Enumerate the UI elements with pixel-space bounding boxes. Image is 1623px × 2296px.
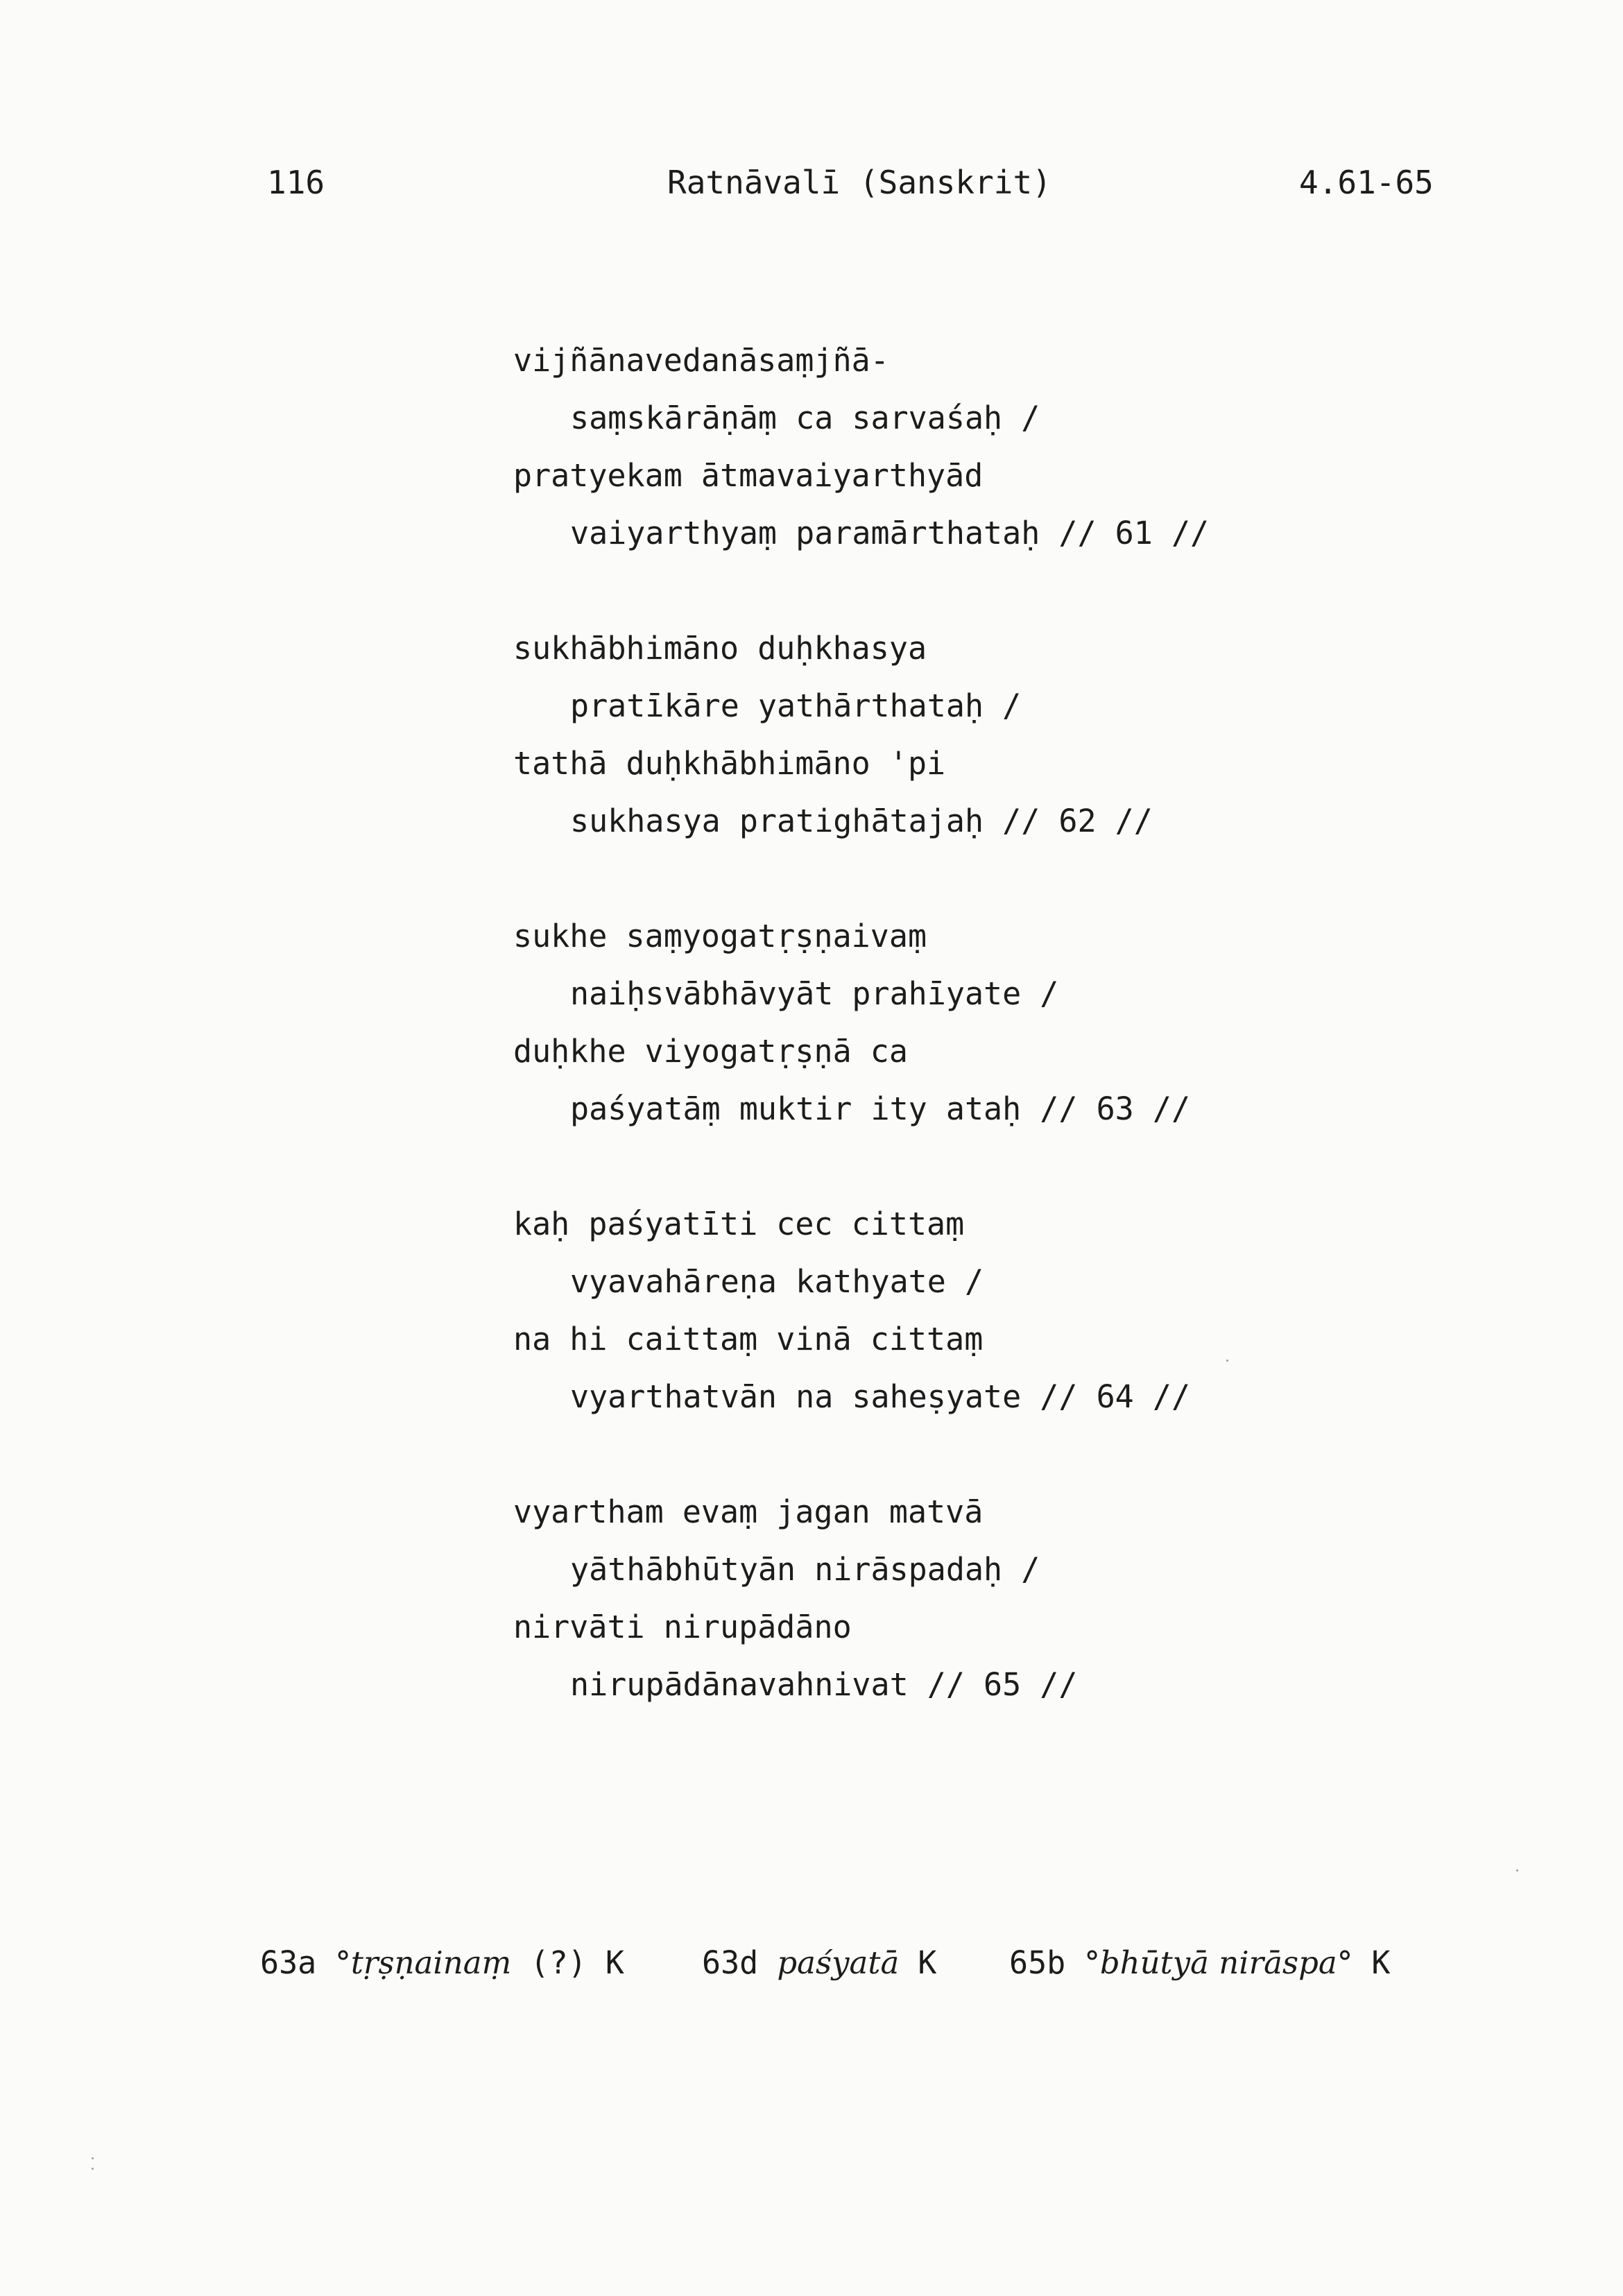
scan-speck [92,2168,94,2170]
verse-line: kaḥ paśyatīti cec cittaṃ [513,1206,965,1242]
verse-line: vyavahāreṇa kathyate / [570,1263,984,1300]
footnote-lemma: °tṛṣṇainaṃ [335,1944,512,1981]
verse-line: tathā duḥkhābhimāno 'pi [513,745,946,782]
scan-speck [1516,1869,1518,1871]
footnote [260,1935,624,1991]
verse-line: yāthābhūtyān nirāspadaḥ / [570,1551,1040,1588]
verse-64 [513,1195,1484,1425]
verse-line: sukhasya pratighātajaḥ // 62 // [570,803,1153,839]
verse-line: vyartham evaṃ jagan matvā [513,1493,984,1530]
footnote-lemma: °bhūtyā nirāspa° [1084,1944,1353,1981]
verse-line: paśyatāṃ muktir ity ataḥ // 63 // [570,1090,1191,1127]
verse-line: naiḥsvābhāvyāt prahīyate / [570,975,1059,1012]
verse-line: pratyekam ātmavaiyarthyād [513,457,984,494]
verse-line: saṃskārāṇāṃ ca sarvaśaḥ / [570,400,1040,436]
footnote [1009,1935,1390,1991]
verse-line: pratīkāre yathārthataḥ / [570,687,1022,724]
footnote-note: (?) K [511,1944,625,1981]
verse-line: sukhābhimāno duḥkhasya [513,630,927,667]
footnote-ref: 63a [260,1944,317,1981]
running-title: Ratnāvalī (Sanskrit) [667,164,1051,201]
verse-line: nirupādānavahnivat // 65 // [570,1666,1078,1703]
footnote-ref: 63d [702,1944,759,1981]
footnote-ref: 65b [1009,1944,1066,1981]
verse-line: vaiyarthyaṃ paramārthataḥ // 61 // [570,515,1210,551]
footnote-lemma: paśyatā [777,1944,900,1981]
verse-line: na hi caittaṃ vinā cittaṃ [513,1321,984,1357]
verse-65 [513,1483,1484,1713]
verse-line: duḥkhe viyogatṛṣṇā ca [513,1033,908,1070]
verse-line: vyarthatvān na saheṣyate // 64 // [570,1378,1191,1415]
verse-line: sukhe saṃyogatṛṣṇaivaṃ [513,918,927,954]
scan-speck [92,2157,94,2159]
page-number: 116 [267,164,325,201]
page-header [0,158,1623,207]
verse-62 [513,619,1484,850]
footnote [702,1935,936,1991]
footnote-note: K [1352,1944,1391,1981]
verse-line: vijñānavedanāsaṃjñā- [513,342,889,379]
footnote-note: K [899,1944,937,1981]
scan-speck [1226,1360,1228,1362]
footnotes [260,1935,1439,1991]
verse-block [513,332,1484,1771]
verse-line: nirvāti nirupādāno [513,1609,852,1645]
verse-63 [513,907,1484,1138]
verse-range: 4.61-65 [1299,164,1434,201]
verse-61 [513,332,1484,562]
